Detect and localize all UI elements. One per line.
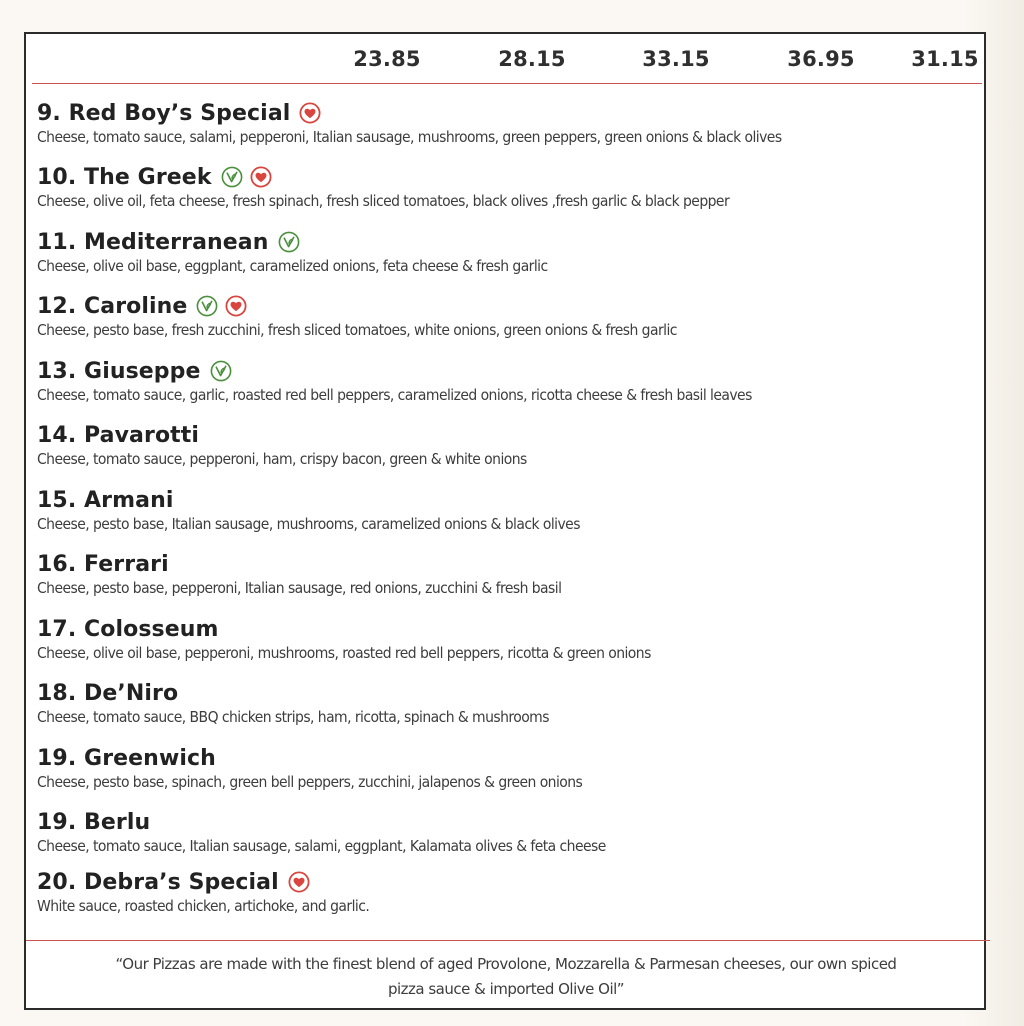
menu-item [37,291,977,340]
vegetarian-icon [196,295,218,317]
menu-item [37,807,977,856]
menu-item-name: 16. Ferrari [37,551,169,577]
menu-item [37,420,977,469]
menu-item-title [37,678,977,708]
menu-item-description: Cheese, pesto base, spinach, green bell peppers, zucchini, jalapenos & green onions [37,773,583,791]
price-size-3: 33.15 [642,47,710,71]
top-divider [32,83,982,84]
price-size-2: 28.15 [498,47,566,71]
menu-item [37,485,977,534]
menu-item-title [37,807,977,837]
heart-icon [288,871,310,893]
menu-item-description: Cheese, tomato sauce, BBQ chicken strips, ham, ricotta, spinach & mushrooms [37,708,549,726]
menu-item-description: Cheese, olive oil base, pepperoni, mushrooms, roasted red bell peppers, ricotta & green onions [37,644,651,662]
menu-item-description: Cheese, pesto base, Italian sausage, mushrooms, caramelized onions & black olives [37,515,580,533]
menu-item [37,162,977,211]
menu-item-title [37,867,977,897]
menu-item-name: 10. The Greek [37,164,212,190]
menu-item-title [37,743,977,773]
menu-item-title [37,614,977,644]
heart-icon [225,295,247,317]
menu-item [37,549,977,598]
menu-item [37,227,977,276]
heart-icon [299,102,321,124]
menu-item [37,867,977,916]
menu-item-description: White sauce, roasted chicken, artichoke, and garlic. [37,897,370,915]
menu-item-description: Cheese, pesto base, pepperoni, Italian sausage, red onions, zucchini & fresh basil [37,579,562,597]
footnote-line-1: “Our Pizzas are made with the finest blend of aged Provolone, Mozzarella & Parmesan cheeses, our own spiced [115,955,897,973]
price-size-4: 36.95 [787,47,855,71]
vegetarian-icon [210,360,232,382]
menu-item-name: 11. Mediterranean [37,229,269,255]
menu-item-title [37,549,977,579]
menu-item-name: 18. De’Niro [37,680,179,706]
menu-panel [24,32,986,1010]
menu-item-title [37,227,977,257]
menu-item [37,743,977,792]
menu-item [37,356,977,405]
heart-icon [250,166,272,188]
menu-item-name: 15. Armani [37,487,174,513]
menu-item-name: 19. Greenwich [37,745,216,771]
menu-item [37,614,977,663]
menu-item-description: Cheese, olive oil base, eggplant, caramelized onions, feta cheese & fresh garlic [37,257,548,275]
menu-item-description: Cheese, tomato sauce, garlic, roasted red bell peppers, caramelized onions, ricotta cheese & fresh basil leaves [37,386,752,404]
menu-item-description: Cheese, tomato sauce, Italian sausage, salami, eggplant, Kalamata olives & feta cheese [37,837,606,855]
bottom-divider [26,940,990,941]
menu-item [37,678,977,727]
menu-item-description: Cheese, pesto base, fresh zucchini, fresh sliced tomatoes, white onions, green onions & fresh garlic [37,321,677,339]
vegetarian-icon [278,231,300,253]
menu-item-name: 9. Red Boy’s Special [37,100,291,126]
menu-item-name: 14. Pavarotti [37,422,200,448]
price-header [26,47,984,77]
menu-item-title [37,291,977,321]
vegetarian-icon [221,166,243,188]
price-size-5: 31.15 [911,47,979,71]
menu-item-title [37,98,977,128]
menu-item-description: Cheese, tomato sauce, pepperoni, ham, crispy bacon, green & white onions [37,450,527,468]
price-size-1: 23.85 [353,47,421,71]
menu-item-title [37,162,977,192]
menu-item-description: Cheese, tomato sauce, salami, pepperoni, Italian sausage, mushrooms, green peppers, green onions & black olives [37,128,782,146]
menu-item-description: Cheese, olive oil, feta cheese, fresh spinach, fresh sliced tomatoes, black olives ,fresh garlic & black pepper [37,192,730,210]
menu-item-name: 20. Debra’s Special [37,869,279,895]
footnote-line-2: pizza sauce & imported Olive Oil” [387,980,625,998]
menu-item [37,98,977,147]
menu-item-name: 13. Giuseppe [37,358,201,384]
menu-item-title [37,356,977,386]
menu-item-name: 19. Berlu [37,809,151,835]
menu-item-title [37,420,977,450]
menu-item-name: 17. Colosseum [37,616,219,642]
menu-item-title [37,485,977,515]
cheese-footnote [26,952,986,1002]
menu-item-name: 12. Caroline [37,293,188,319]
